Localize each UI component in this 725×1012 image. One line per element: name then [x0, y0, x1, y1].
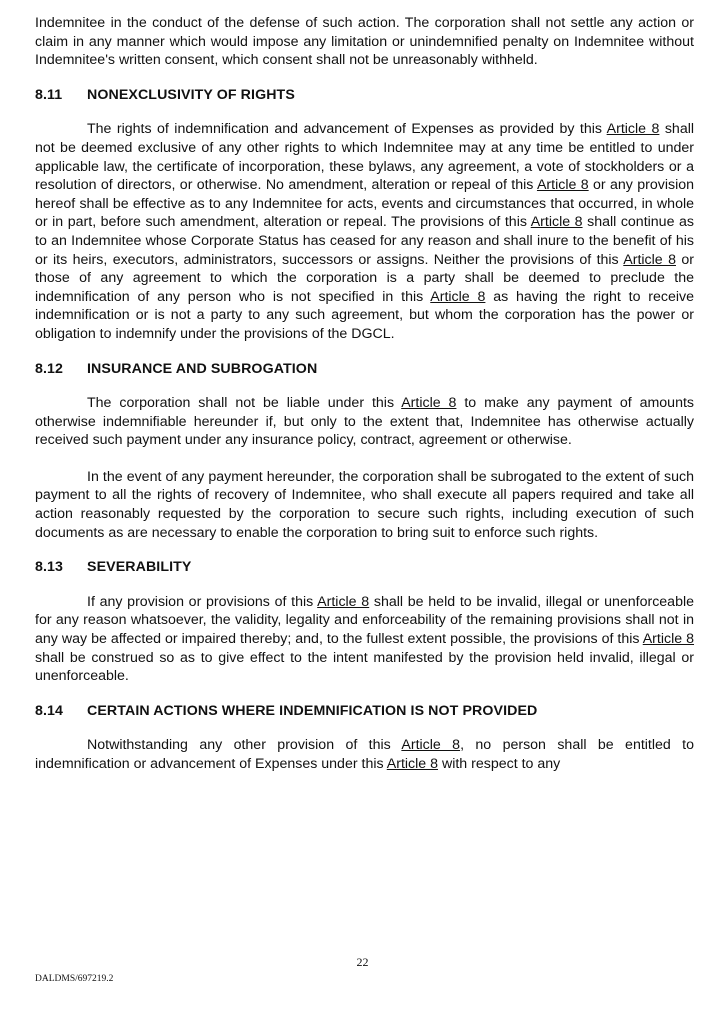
article-8-reference: Article 8 — [623, 251, 676, 268]
article-8-reference: Article 8 — [606, 121, 660, 138]
section-8-13-paragraph — [35, 593, 694, 686]
section-8-12-heading — [35, 360, 694, 379]
section-title: CERTAIN ACTIONS WHERE INDEMNIFICATION IS NOT PROVIDED — [87, 702, 538, 719]
article-8-reference: Article 8 — [642, 631, 695, 648]
section-8-14-paragraph — [35, 736, 694, 773]
section-title: INSURANCE AND SUBROGATION — [87, 360, 318, 377]
text-run: shall continue as to an Indemnitee whose Corporate Status has ceased for any reason and shall inure to the benefit of his or its heirs, executors, administrators, successors or assigns. Neither the provisions of this — [35, 214, 694, 268]
text-run: as having the right to receive indemnification or is not a party to any such agreement, but whom the corporation has the power or obligation to indemnify under the provisions of the DGCL. — [35, 288, 695, 342]
text-run: The rights of indemnification and advancement of Expenses as provided by this — [87, 121, 607, 138]
section-title: SEVERABILITY — [87, 559, 192, 576]
intro-paragraph: Indemnitee in the conduct of the defense of such action. The corporation shall not settle any action or claim in any manner which would impose any limitation or unindemnified penalty on Indemnitee without Indemnitee's written consent, which consent shall not be unreasonably withheld. — [35, 15, 694, 69]
document-page — [35, 14, 694, 774]
section-number: 8.12 — [35, 360, 64, 377]
text-run: or any provision hereof shall be effective as to any Indemnitee for acts, events and circumstances that occurred, in whole or in part, before such amendment, alteration or repeal. The provisions of this — [35, 177, 695, 231]
text-run: shall be construed so as to give effect to the intent manifested by the provision held invalid, illegal or unenforceable. — [35, 649, 694, 685]
text-run: , no person shall be entitled to indemnification or advancement of Expenses under this — [35, 737, 695, 772]
section-number: 8.13 — [35, 559, 64, 576]
text-run: Notwithstanding any other provision of this — [87, 737, 402, 754]
article-8-reference: Article 8 — [401, 395, 457, 412]
article-8-reference: Article 8 — [430, 288, 486, 305]
text-run: shall not be deemed exclusive of any other rights to which Indemnitee may at any time be entitled to under applicable law, the certificate of incorporation, these bylaws, any agreement, a vote of stockholders or a resolution of directors, or otherwise. No amendment, alteration or repeal of this — [35, 121, 695, 194]
article-8-reference: Article 8 — [401, 737, 461, 754]
text-run: to make any payment of amounts otherwise indemnifiable hereunder if, but only to the extent that, Indemnitee has otherwise actually received such payment under any insurance policy, contract, agreement or otherwise. — [35, 395, 695, 449]
text-run: or those of any agreement to which the corporation is a party shall be deemed to preclude the indemnification of any person who is not specified in this — [35, 251, 694, 305]
section-number: 8.14 — [35, 702, 64, 719]
section-8-11-heading — [35, 86, 694, 105]
text-run: The corporation shall not be liable under this — [87, 395, 402, 412]
section-8-14-heading — [35, 702, 694, 721]
article-8-reference: Article 8 — [386, 756, 438, 772]
section-title: NONEXCLUSIVITY OF RIGHTS — [87, 86, 295, 103]
text-run: If any provision or provisions of this — [87, 593, 318, 610]
section-8-12-paragraph-1 — [35, 394, 694, 450]
document-id: DALDMS/697219.2 — [35, 974, 114, 984]
section-8-13-heading — [35, 558, 694, 577]
section-8-11-paragraph — [35, 120, 694, 343]
article-8-reference: Article 8 — [317, 593, 370, 610]
page-number: 22 — [356, 955, 369, 969]
section-8-12-paragraph-2: In the event of any payment hereunder, the corporation shall be subrogated to the extent of such payment to all the rights of recovery of Indemnitee, who shall execute all papers required and take all action reasonably requested by the corporation to secure such rights, including execution of such documents as are necessary to enable the corporation to bring suit to enforce such rights. — [35, 468, 694, 541]
section-number: 8.11 — [35, 86, 63, 103]
article-8-reference: Article 8 — [536, 177, 589, 194]
text-run: with respect to any — [438, 756, 561, 772]
article-8-reference: Article 8 — [530, 214, 583, 231]
text-run: shall be held to be invalid, illegal or unenforceable for any reason whatsoever, the validity, legality and enforceability of the remaining provisions shall not in any way be affected or impaired thereby; and, to the fullest extent possible, the provisions of this — [35, 593, 694, 648]
